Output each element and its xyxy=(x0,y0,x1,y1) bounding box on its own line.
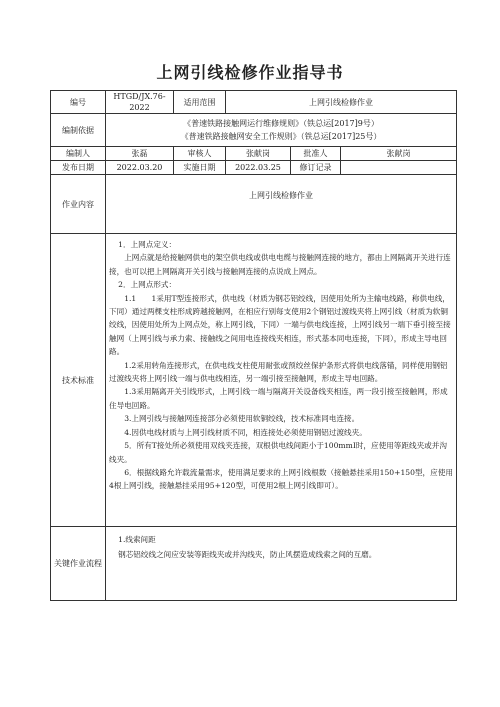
instruction-table xyxy=(50,90,457,601)
issue-date-value: 2022.03.20 xyxy=(106,161,174,175)
content-value-cell xyxy=(106,175,457,234)
author-value: 张磊 xyxy=(106,147,174,161)
scope-label: 适用范围 xyxy=(174,91,226,114)
procedure-body xyxy=(106,527,457,601)
author-label: 编制人 xyxy=(51,147,106,161)
approver-label: 批准人 xyxy=(291,147,341,161)
standards-paragraph: 1.2采用转角连接形式，在供电线支柱使用耐张或预绞丝保护条形式将供电线落锚，同样使用钢铝过渡线夹将上网引线一端与供电线相连，另一端引接至接触网，形成主导电回路。 xyxy=(109,360,448,384)
basis-line-2: 《普速铁路接触网安全工作规则》（铁总运[2017]25号） xyxy=(180,132,382,141)
procedure-label: 关键作业流程 xyxy=(51,527,106,601)
code-value: HTGD/JX.76-2022 xyxy=(106,91,174,114)
standards-paragraph: 6．根据线路允许载流量需求，使用满足要求的上网引线根数（接触悬挂采用150+150型，应使用4根上网引线，接触悬挂采用95+120型，可使用2根上网引线即可）。 xyxy=(109,467,453,491)
scope-value: 上网引线检修作业 xyxy=(226,91,457,114)
standards-body xyxy=(106,234,457,527)
standards-paragraph: 3.上网引线与接触网连接部分必须使用软铜绞线，技术标准同电连接。 xyxy=(124,414,360,424)
approver-value: 张献岗 xyxy=(341,147,457,161)
standards-paragraph: 1．上网点定义： xyxy=(118,240,177,249)
reviewer-label: 审核人 xyxy=(174,147,226,161)
standards-paragraph: 1.1 1采用T型连接形式，供电线（材质为钢芯铝绞线，因使用处所为主输电线路，称供电线，下同）通过两棵支柱形成跨越接触网，在相应行别每支使用2个钢铝过渡线夹将上网引线（材质为软铜绞线，因使用处所为上网点处，称上网引线，下同）一端与供电线连接，上网引线另一端下垂引接至接触网（上网引线与承力索、接触线之间用电连接线夹相连，形式基本同电连接，下同），形成主导电回路。 xyxy=(109,293,451,357)
revision-label: 修订记录 xyxy=(291,161,341,175)
standards-paragraph: 5．所有T接处所必须使用双线夹连接，双根供电线间距小于100mmI时，应使用等距线夹或并沟线夹。 xyxy=(109,441,447,464)
basis-value xyxy=(106,114,457,147)
basis-label: 编制依据 xyxy=(51,114,106,147)
content-value: 上网引线检修作业 xyxy=(249,191,313,200)
standards-paragraph: 上网点就是给接触网供电的架空供电线或供电电缆与接触网连接的地方，都由上网隔离开关进行连接，也可以把上网隔离开关引线与接触网连接的点说成上网点。 xyxy=(109,253,451,276)
issue-date-label: 发布日期 xyxy=(51,161,106,175)
document-title: 上网引线检修作业指导书 xyxy=(156,63,344,82)
basis-line-1: 《普速铁路接触网运行维修规则》（铁总运[2017]9号） xyxy=(183,119,379,128)
reviewer-value: 张献岗 xyxy=(226,147,291,161)
effective-date-label: 实施日期 xyxy=(174,161,226,175)
procedure-paragraph: 钢芯铝绞线之间应安装等距线夹或并沟线夹，防止风摆造成线索之间的互磨。 xyxy=(118,550,377,559)
effective-date-value: 2022.03.25 xyxy=(226,161,291,175)
standards-paragraph: 2．上网点形式： xyxy=(118,280,177,290)
standards-label: 技术标准 xyxy=(51,234,106,527)
standards-paragraph: 1.3采用隔离开关引线形式，上网引线一端与隔离开关设备线夹相连，两一段引接至接触网，形成住导电回路。 xyxy=(109,387,448,410)
procedure-paragraph: 1.线索间距 xyxy=(118,535,156,544)
code-label: 编号 xyxy=(51,91,106,114)
standards-paragraph: 4.因供电线材质与上网引线材质不同，相连接处必须使用钢铝过渡线夹。 xyxy=(124,427,367,437)
revision-value xyxy=(341,161,457,175)
content-label: 作业内容 xyxy=(51,175,106,234)
